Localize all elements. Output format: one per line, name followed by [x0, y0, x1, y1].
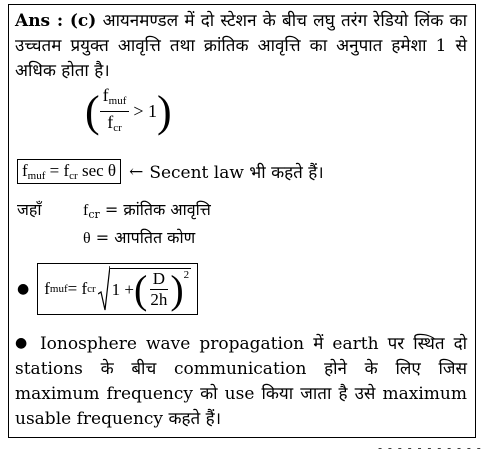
answer-card — [8, 4, 476, 438]
sqrt-icon — [98, 266, 110, 312]
where-label: जहाँ — [17, 200, 42, 219]
formula-ratio: ( $\frac{f_{muf}}{f_{cr}}$ > 1 ) — [85, 85, 172, 136]
footer-marks: - - - - - - - - - - - — [378, 441, 482, 455]
ratio-rhs: > 1 — [133, 101, 158, 121]
ionosphere-text: Ionosphere wave propagation में earth पर स्थित दो stations के बीच communication होने के लिए जिस maximum frequency को use किया जाता है उसे maximum usable frequency कहते हैं। — [15, 334, 468, 429]
formula-secant — [17, 159, 324, 184]
secant-formula-box: $f_{muf} = f_{cr}$ sec θ — [17, 159, 121, 184]
left-arrow-icon: ← — [129, 161, 144, 182]
bullet-icon: ● — [15, 335, 31, 351]
secant-law-note: Secent law भी कहते हैं। — [149, 163, 324, 183]
muf-formula-box: f muf = f cr 1 + ( $\frac{D}{2h}$ ) $^2$ — [37, 263, 198, 315]
bullet-icon: ● — [17, 281, 30, 297]
formula-flat-earth — [17, 263, 198, 315]
where-line-angle: θ = आपतित कोण — [83, 228, 196, 247]
where-line-critical: $f_{cr}$ = क्रांतिक आवृत्ति — [83, 200, 211, 221]
ionosphere-paragraph — [15, 331, 467, 432]
answer-label: Ans : (c) — [15, 11, 97, 31]
intro-text: आयनमण्डल में दो स्टेशन के बीच लघु तरंग रेडियो लिंक का उच्चतम प्रयुक्त आवृत्ति तथा क्रांतिक आवृत्ति का अनुपात हमेशा 1 से अधिक होता है। — [15, 11, 468, 81]
intro-paragraph — [15, 9, 467, 84]
